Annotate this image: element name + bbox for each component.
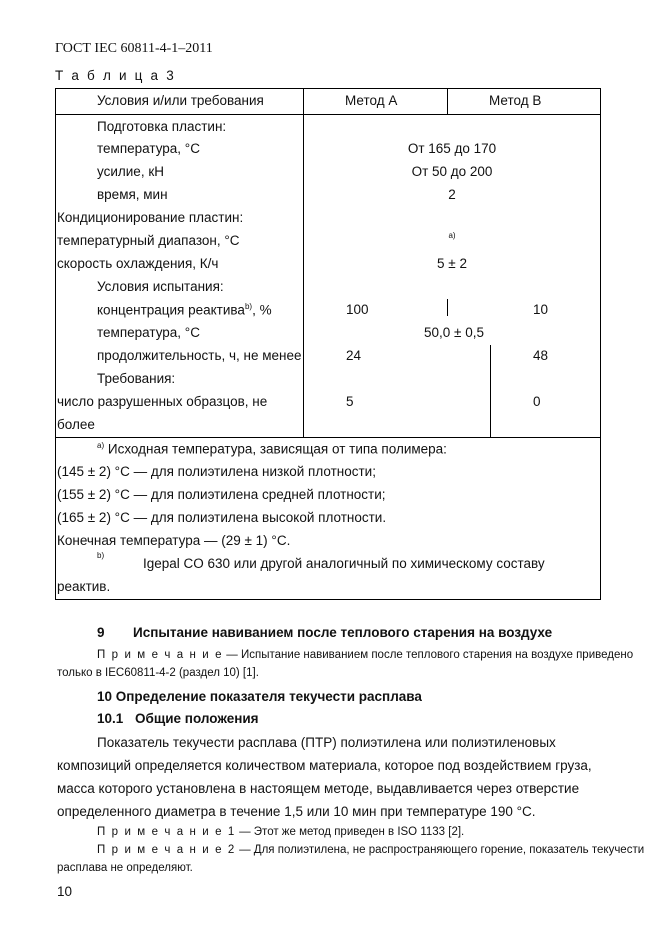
- row-label: Подготовка пластин:: [97, 119, 227, 134]
- row-label: температура, °С: [97, 325, 200, 340]
- footnote-line: Конечная температура — (29 ± 1) °С.: [57, 533, 291, 548]
- row-label: Кондиционирование пластин:: [57, 210, 244, 225]
- method-a-value: 24: [346, 348, 362, 363]
- row-label: более: [57, 417, 95, 432]
- document-header: ГОСТ IEC 60811-4-1–2011: [55, 41, 213, 56]
- section-number: 9: [97, 625, 105, 640]
- column-header-conditions: Условия и/или требования: [97, 93, 264, 108]
- row-label: Условия испытания:: [97, 279, 224, 294]
- paragraph-line: масса которого установлена в настоящем методе, выдавливается через отверстие: [57, 781, 580, 796]
- note: П р и м е ч а н и е — Испытание навиванием после теплового старения на воздухе приведено: [97, 649, 634, 661]
- row-label: Требования:: [97, 371, 176, 386]
- footnote-b: реактив.: [57, 579, 111, 594]
- column-header-method-a: Метод А: [345, 93, 398, 108]
- paragraph-line: композиций определяется количеством материала, которое под воздействием груза,: [57, 758, 592, 773]
- note: только в IEC60811-4-2 (раздел 10) [1].: [57, 667, 259, 679]
- column-header-method-b: Метод В: [489, 93, 542, 108]
- method-b-value: 10: [533, 302, 549, 317]
- paragraph-line: определенного диаметра в течение 1,5 или 10 мин при температуре 190 °С.: [57, 804, 536, 819]
- row-value: От 165 до 170: [407, 141, 497, 156]
- section-title: 10 Определение показателя текучести расплава: [97, 689, 422, 704]
- table-caption: Т а б л и ц а 3: [55, 68, 176, 83]
- row-label: температурный диапазон, °С: [57, 233, 240, 248]
- method-a-value: 100: [346, 302, 369, 317]
- row-label: температура, °С: [97, 141, 200, 156]
- footnote-ref: a): [448, 231, 456, 240]
- note: П р и м е ч а н и е 1 — Этот же метод приведен в ISO 1133 [2].: [97, 826, 465, 838]
- row-value: 5 ± 2: [437, 256, 467, 271]
- row-label: скорость охлаждения, К/ч: [57, 256, 219, 271]
- row-value: 50,0 ± 0,5: [424, 325, 484, 340]
- row-label: продолжительность, ч, не менее: [97, 348, 302, 363]
- row-label: число разрушенных образцов, не: [57, 394, 268, 409]
- subsection-title: Общие положения: [135, 711, 259, 726]
- footnote-b: Igepal CO 630 или другой аналогичный по химическому составу: [143, 556, 545, 571]
- row-value: 2: [448, 187, 456, 202]
- method-b-value: 48: [533, 348, 549, 363]
- footnote-a: $^{a)}$ Исходная температура, зависящая от типа полимера:: [97, 441, 447, 457]
- page-number: 10: [57, 884, 73, 899]
- footnote-line: (145 ± 2) °С — для полиэтилена низкой плотности;: [57, 464, 376, 479]
- method-a-value: 5: [346, 394, 354, 409]
- method-b-value: 0: [533, 394, 541, 409]
- row-label: время, мин: [97, 187, 168, 202]
- footnote-line: (165 ± 2) °С — для полиэтилена высокой плотности.: [57, 510, 387, 525]
- note: П р и м е ч а н и е 2 — Для полиэтилена, не распространяющего горение, показатель текучести: [97, 844, 645, 856]
- footnote-b-mark: b): [97, 551, 105, 560]
- note: расплава не определяют.: [57, 862, 193, 874]
- row-label: усилие, кН: [97, 164, 164, 179]
- subsection-number: 10.1: [97, 711, 124, 726]
- section-title: Испытание навиванием после теплового старения на воздухе: [133, 625, 553, 640]
- footnote-line: (155 ± 2) °С — для полиэтилена средней плотности;: [57, 487, 386, 502]
- row-label: концентрация реактива$^{b)}$, %: [97, 302, 272, 318]
- paragraph-line: Показатель текучести расплава (ПТР) полиэтилена или полиэтиленовых: [97, 735, 556, 750]
- row-value: От 50 до 200: [411, 164, 493, 179]
